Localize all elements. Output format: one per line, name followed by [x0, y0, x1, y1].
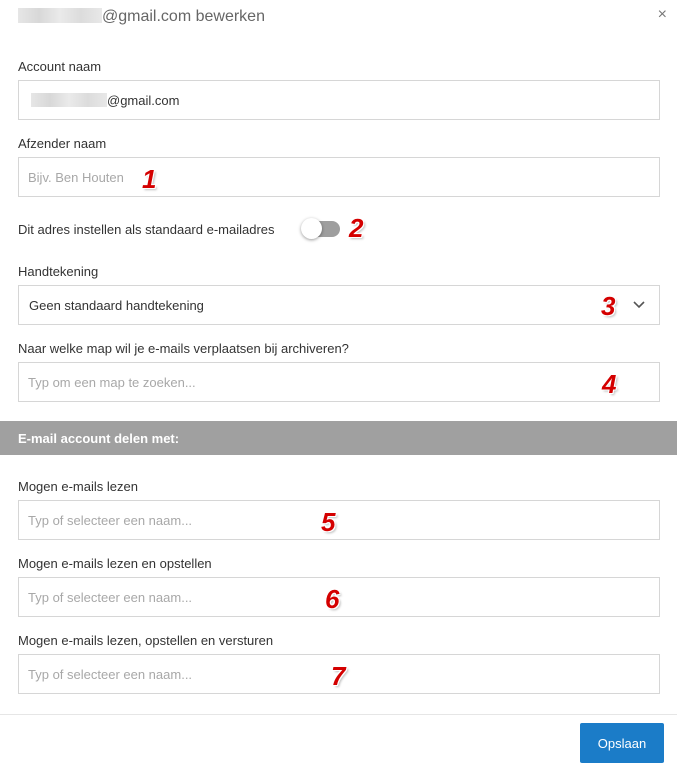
- close-icon[interactable]: ×: [657, 6, 667, 23]
- sender-name-field[interactable]: [18, 157, 660, 197]
- archive-folder-field[interactable]: [18, 362, 660, 402]
- redacted-email-username: [18, 8, 102, 23]
- footer-divider: [0, 714, 677, 715]
- toggle-knob: [301, 218, 322, 239]
- account-name-field[interactable]: [18, 80, 660, 120]
- share-read-compose-label: Mogen e-mails lezen en opstellen: [18, 556, 212, 571]
- annotation-number: 5: [321, 507, 336, 537]
- default-address-toggle[interactable]: [302, 221, 340, 237]
- annotation-number: 4: [602, 369, 617, 399]
- sender-name-input[interactable]: [19, 158, 659, 196]
- archive-folder-label: Naar welke map wil je e-mails verplaatsen bij archiveren?: [18, 341, 349, 356]
- annotation-number: 2: [349, 213, 364, 243]
- default-address-label: Dit adres instellen als standaard e-mailadres: [18, 222, 275, 237]
- save-button[interactable]: Opslaan: [580, 723, 664, 763]
- dialog-title: @gmail.com bewerken: [18, 8, 265, 26]
- sharing-section-title: E-mail account delen met:: [18, 431, 180, 446]
- annotation-number: 1: [142, 164, 157, 194]
- sender-name-label: Afzender naam: [18, 136, 107, 151]
- archive-folder-input[interactable]: [19, 363, 659, 401]
- share-read-compose-send-label: Mogen e-mails lezen, opstellen en versturen: [18, 633, 274, 648]
- signature-select[interactable]: [18, 285, 660, 325]
- share-read-input[interactable]: [19, 501, 659, 539]
- sharing-section-header: [0, 421, 677, 455]
- account-name-label: Account naam: [18, 59, 102, 74]
- share-read-field[interactable]: [18, 500, 660, 540]
- annotation-number: 6: [325, 584, 340, 614]
- redacted-email-username: [31, 93, 107, 107]
- share-read-label: Mogen e-mails lezen: [18, 479, 138, 494]
- annotation-number: 7: [331, 661, 346, 691]
- chevron-down-icon: [633, 298, 645, 310]
- account-name-value: @gmail.com: [31, 93, 179, 108]
- dialog-header: [0, 0, 677, 36]
- annotation-number: 3: [601, 291, 616, 321]
- signature-label: Handtekening: [18, 264, 99, 279]
- signature-selected-value: Geen standaard handtekening: [29, 298, 204, 313]
